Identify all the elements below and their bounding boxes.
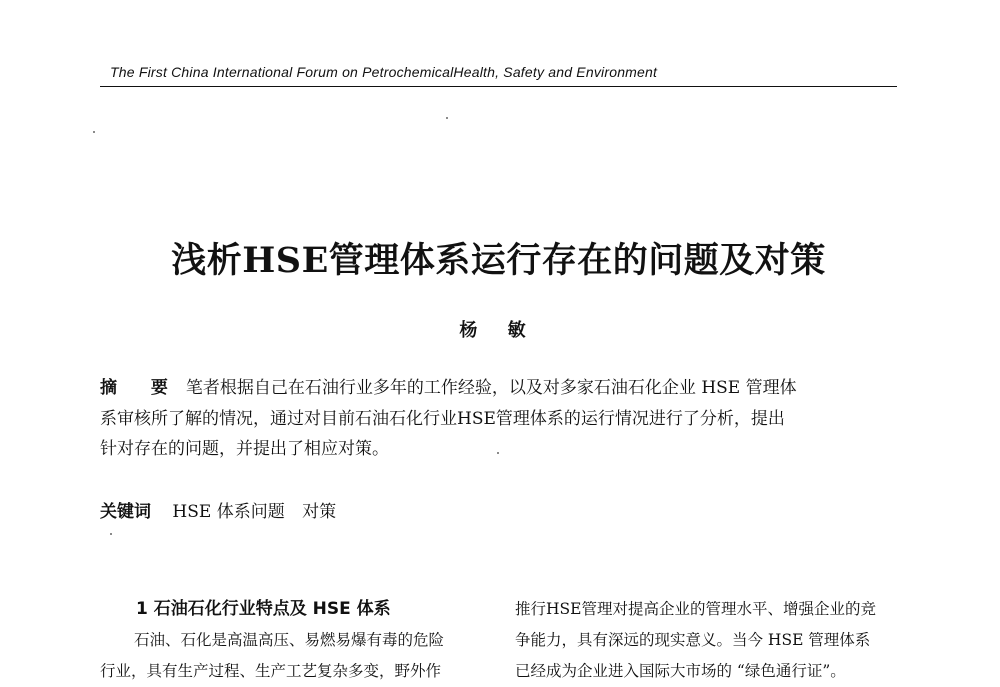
body-column-right	[515, 594, 900, 687]
keyword-item: 对策	[302, 502, 337, 522]
header-rule	[100, 86, 897, 87]
running-header: The First China International Forum on PetrochemicalHealth, Safety and Environment	[110, 64, 658, 80]
scan-speck	[497, 452, 499, 454]
section-heading: 1 石油石化行业特点及 HSE 体系	[136, 599, 391, 619]
article-title: 浅析HSE管理体系运行存在的问题及对策	[171, 240, 826, 281]
body-line: 推行HSE管理对提高企业的管理水平、增强企业的竞	[515, 600, 876, 618]
scan-speck	[110, 533, 112, 535]
scan-speck	[446, 117, 448, 119]
body-line: 已经成为企业进入国际大市场的 “绿色通行证”。	[515, 662, 846, 680]
body-line: 争能力，具有深远的现实意义。当今 HSE 管理体系	[515, 631, 871, 649]
abstract-label: 摘 要	[100, 378, 182, 398]
abstract-line-text: 笔者根据自己在石油行业多年的工作经验，以及对多家石油石化企业 HSE 管理体	[185, 378, 797, 398]
abstract-line	[100, 373, 897, 404]
keywords	[100, 497, 897, 522]
body-line: 行业，具有生产过程、生产工艺复杂多变，野外作	[100, 662, 442, 680]
author-name: 杨 敏	[459, 320, 538, 341]
scan-speck	[93, 131, 95, 133]
body-line: 石油、石化是高温高压、易燃易爆有毒的危险	[134, 631, 445, 649]
abstract	[100, 373, 897, 465]
abstract-line: 针对存在的问题，并提出了相应对策。	[100, 439, 389, 459]
abstract-line: 系审核所了解的情况，通过对目前石油石化行业HSE管理体系的运行情况进行了分析，提出	[100, 408, 785, 429]
keyword-item: HSE 体系问题	[172, 502, 285, 522]
body-column-left	[100, 594, 485, 687]
keywords-label: 关键词	[100, 502, 151, 522]
